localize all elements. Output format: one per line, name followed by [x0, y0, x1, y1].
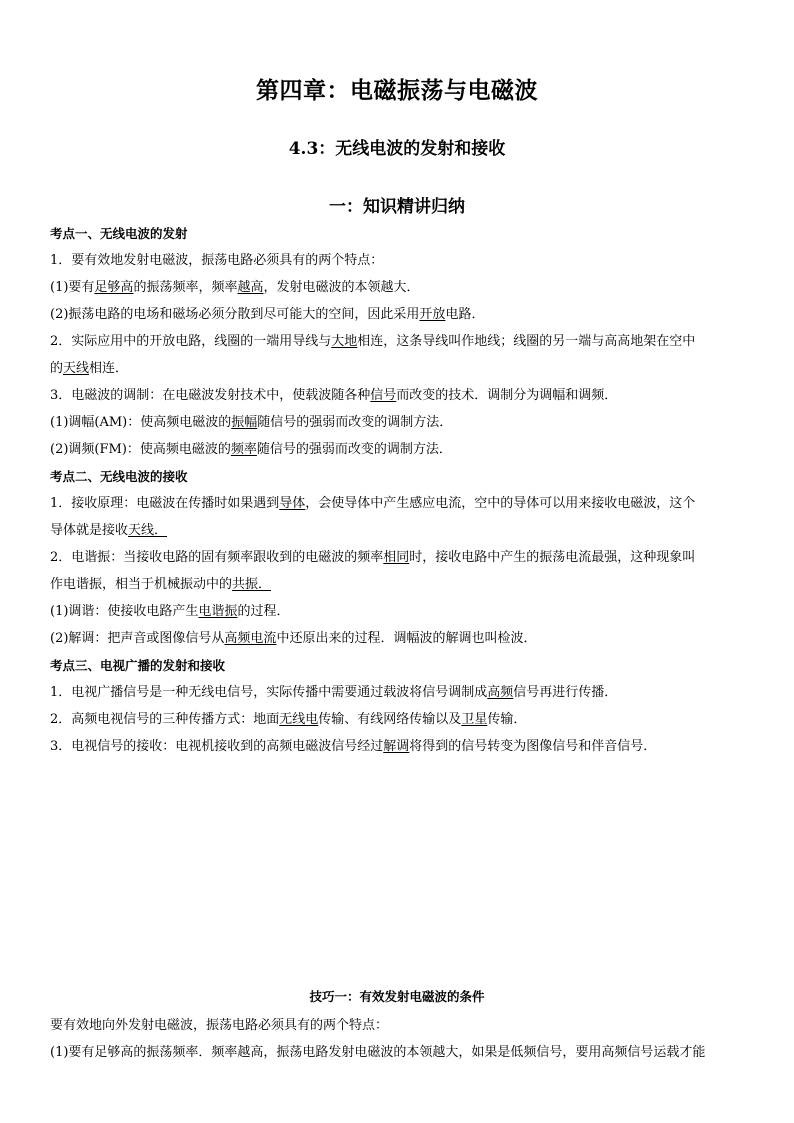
blank-answer: 卫星 — [461, 712, 488, 727]
blank-answer: 高频电流 — [224, 631, 277, 646]
tip-line-1: 要有效地向外发射电磁波，振荡电路必须具有的两个特点： — [50, 1018, 389, 1033]
blank-answer: 电谐振 — [198, 604, 238, 619]
k1-line-8: (2)调频(FM)：使高频电磁波的频率随信号的强弱而改变的调制方法． — [50, 442, 452, 457]
blank-answer: 信号 — [370, 388, 397, 403]
chapter-title: 第四章：电磁振荡与电磁波 — [256, 77, 538, 104]
k3-line-1: 1．电视广播信号是一种无线电信号，实际传播中需要通过载波将信号调制成高频信号再进行传播． — [50, 685, 618, 700]
blank-answer: 天线． — [128, 523, 168, 538]
k1-line-7: (1)调幅(AM)：使高频电磁波的振幅随信号的强弱而改变的调制方法． — [50, 415, 453, 430]
k2-line-3: 2．电谐振：当接收电路的固有频率跟收到的电磁波的频率相同时，接收电路中产生的振荡电流最强，这种现象叫 — [50, 550, 696, 565]
k1-line-2: (1)要有足够高的振荡频率，频率越高，发射电磁波的本领越大． — [50, 280, 420, 295]
section-title: 4.3：无线电波的发射和接收 — [288, 139, 506, 159]
k1-line-1: 1．要有效地发射电磁波，振荡电路必须具有的两个特点： — [50, 253, 384, 268]
blank-answer: 大地 — [331, 334, 358, 349]
blank-answer: 高频 — [487, 685, 514, 700]
knowledge-body — [50, 220, 750, 760]
tip-line-2: (1)要有足够高的振荡频率．频率越高，振荡电路发射电磁波的本领越大，如果是低频信号，要用高频信号运载才能 — [50, 1045, 706, 1060]
blank-answer: 相同 — [383, 550, 410, 565]
blank-answer: 共振． — [232, 577, 272, 592]
k3-heading: 考点三、电视广播的发射和接收 — [50, 658, 226, 673]
blank-answer: 导体 — [279, 496, 306, 511]
blank-answer: 振幅 — [231, 415, 258, 430]
tip-heading: 技巧一：有效发射电磁波的条件 — [309, 989, 485, 1004]
blank-answer: 天线 — [63, 361, 90, 376]
k2-line-5: (1)调谐：使接收电路产生电谐振的过程． — [50, 604, 290, 619]
k1-line-4: 2．实际应用中的开放电路，线圈的一端用导线与大地相连，这条导线叫作地线；线圈的另一端与高高地架在空中 — [50, 334, 696, 349]
k1-heading: 考点一、无线电波的发射 — [50, 226, 188, 241]
blank-answer: 频率 — [230, 442, 257, 457]
blank-answer: 解调 — [383, 739, 410, 754]
k2-line-1: 1．接收原理：电磁波在传播时如果遇到导体，会使导体中产生感应电流，空中的导体可以用来接收电磁波，这个 — [50, 496, 696, 511]
k2-heading: 考点二、无线电波的接收 — [50, 469, 188, 484]
k2-line-4: 作电谐振，相当于机械振动中的共振． — [50, 577, 272, 592]
k3-line-2: 2．高频电视信号的三种传播方式：地面无线电传输、有线网络传输以及卫星传输． — [50, 712, 527, 727]
k1-line-5: 的天线相连． — [50, 361, 129, 376]
k3-line-3: 3．电视信号的接收：电视机接收到的高频电磁波信号经过解调将得到的信号转变为图像信号和伴音信号． — [50, 739, 657, 754]
blank-answer: 开放 — [419, 307, 446, 322]
tip-body — [50, 1012, 750, 1066]
k2-line-2: 导体就是接收天线． — [50, 523, 168, 538]
k1-line-6: 3．电磁波的调制：在电磁波发射技术中，使载波随各种信号而改变的技术．调制分为调幅和调频． — [50, 388, 618, 403]
k1-line-3: (2)振荡电路的电场和磁场必须分散到尽可能大的空间，因此采用开放电路． — [50, 307, 485, 322]
k2-line-6: (2)解调：把声音或图像信号从高频电流中还原出来的过程．调幅波的解调也叫检波． — [50, 631, 537, 646]
part-title: 一：知识精讲归纳 — [329, 197, 465, 217]
blank-answer: 足够高 — [94, 280, 134, 295]
blank-answer: 越高 — [237, 280, 264, 295]
blank-answer: 无线电 — [279, 712, 319, 727]
